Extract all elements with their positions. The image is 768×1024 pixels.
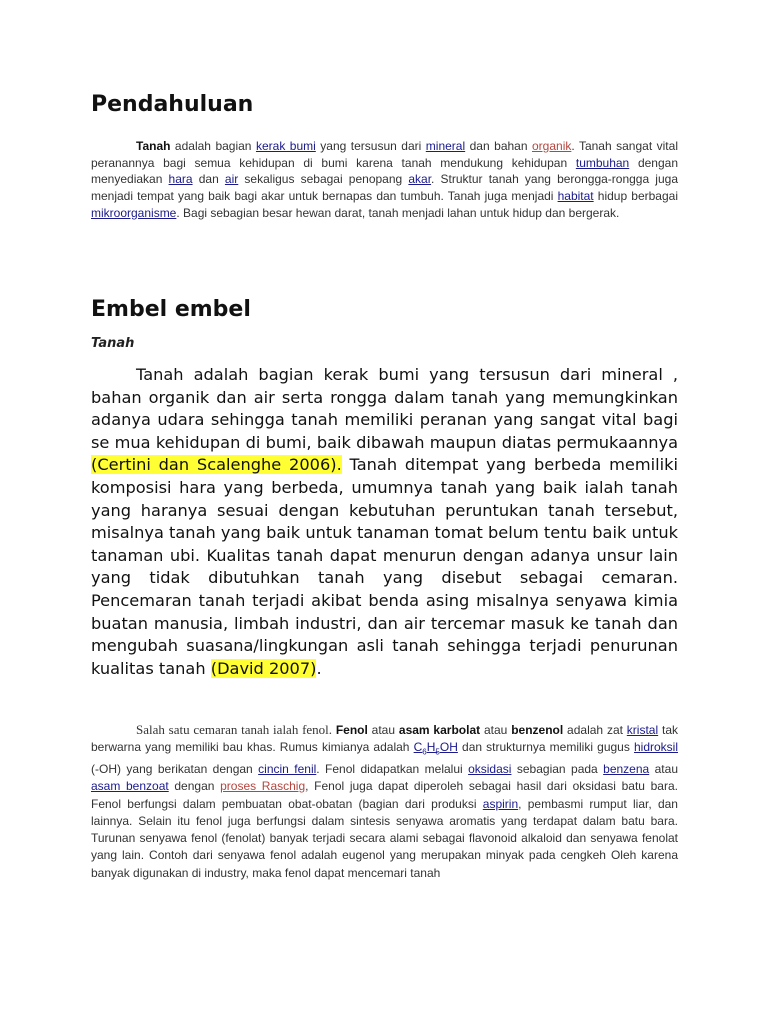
text: Salah satu cemaran tanah ialah fenol. xyxy=(136,722,336,737)
text: . xyxy=(316,658,322,678)
text: adalah zat xyxy=(563,723,627,737)
text: dengan xyxy=(168,779,221,794)
text: . Tanah sangat vital peranannya bagi semua kehidupan di bumi karena tanah mendukung kehidupan xyxy=(91,139,678,170)
term-tanah: Tanah xyxy=(136,139,171,153)
link-aspirin[interactable]: aspirin xyxy=(482,796,519,811)
text: , pembasmi rumput liar, dan lainnya. Selain itu fenol juga berfungsi dalam sintesis senyawa aromatis yang terdapat dalam batu bara. Turunan senyawa fenol (fenolat) banyak terjadi secara alami sebagai flavonoid alkaloid dan senyawa fenolat yang lain. Contoh dari senyawa fenol adalah eugenol yang merupakan minyak pada cengkeh Oleh karena banyak digunakan di industry, maka fenol dapat mencemari tanah xyxy=(91,796,678,880)
text: atau xyxy=(367,723,399,737)
link-hidroksil[interactable]: hidroksil xyxy=(634,740,679,755)
subheading-tanah: Tanah xyxy=(91,336,135,351)
subscript: 5 xyxy=(435,747,440,757)
citation-certini: (Certini dan Scalenghe 2006). xyxy=(91,455,342,475)
term-fenol: Fenol xyxy=(335,723,368,737)
link-cincin-fenil[interactable]: cincin fenil xyxy=(258,761,317,776)
link-proses-raschig[interactable]: proses Raschig xyxy=(220,779,306,794)
text: OH xyxy=(439,740,458,755)
link-air[interactable]: air xyxy=(224,172,239,187)
link-organik[interactable]: organik xyxy=(532,139,572,153)
text: sekaligus sebagai penopang xyxy=(238,172,409,187)
link-tumbuhan[interactable]: tumbuhan xyxy=(575,155,630,170)
text: (-OH) yang berikatan dengan xyxy=(91,761,259,776)
text: yang tersusun dari xyxy=(315,139,426,153)
link-akar[interactable]: akar xyxy=(408,172,432,187)
heading-pendahuluan: Pendahuluan xyxy=(91,92,254,117)
link-habitat[interactable]: habitat xyxy=(557,189,594,204)
text: dan xyxy=(192,172,225,187)
link-hara[interactable]: hara xyxy=(168,172,193,187)
text: Tanah adalah bagian kerak bumi yang tersusun dari mineral , bahan organik dan air serta rongga dalam tanah yang memungkinkan adanya udara sehingga tanah memiliki peranan yang sangat vital bagi se mua kehidupan di bumi, baik dibawah maupun diatas permukaannya xyxy=(91,365,678,452)
citation-david: (David 2007) xyxy=(210,658,317,678)
text: . Bagi sebagian besar hewan darat, tanah menjadi lahan untuk hidup dan bergerak. xyxy=(176,205,620,220)
text: sebagian pada xyxy=(511,761,604,776)
link-asam-benzoat[interactable]: asam benzoat xyxy=(91,779,169,794)
text: atau xyxy=(480,723,512,737)
text: . Struktur tanah yang berongga-rongga juga menjadi tempat yang baik bagi akar untuk bernapas dan tumbuh. Tanah juga menjadi xyxy=(91,172,678,204)
link-benzena[interactable]: benzena xyxy=(603,761,650,776)
text: , Fenol juga dapat diperoleh sebagai hasil dari oksidasi batu bara. Fenol berfungsi dalam pembuatan obat-obatan (bagian dari produksi xyxy=(91,779,678,811)
text: dan strukturnya memiliki gugus xyxy=(457,740,634,755)
link-mikroorganisme[interactable]: mikroorganisme xyxy=(91,205,177,220)
text: tak berwarna yang memiliki bau khas. Rumus kimianya adalah xyxy=(91,723,678,755)
link-oksidasi[interactable]: oksidasi xyxy=(468,761,512,776)
heading-embel-embel: Embel embel xyxy=(91,297,251,322)
link-mineral[interactable]: mineral xyxy=(425,139,466,153)
text: atau xyxy=(649,761,678,776)
link-kristal[interactable]: kristal xyxy=(626,723,659,737)
text: . Fenol didapatkan melalui xyxy=(316,761,469,776)
term-benzenol: benzenol xyxy=(511,723,564,737)
text: H xyxy=(426,740,436,755)
text: dengan menyediakan xyxy=(91,155,678,187)
text: C xyxy=(413,740,423,755)
subscript: 6 xyxy=(422,747,427,757)
intro-paragraph xyxy=(91,138,678,222)
fenol-paragraph xyxy=(91,721,678,882)
link-formula[interactable] xyxy=(413,740,458,757)
link-kerak-bumi[interactable]: kerak bumi xyxy=(255,139,316,153)
text: dan bahan xyxy=(465,139,532,153)
text: hidup berbagai xyxy=(593,189,678,204)
text: Tanah ditempat yang berbeda memiliki komposisi hara yang berbeda, umumnya tanah yang baik ialah tanah yang haranya sesuai dengan kebutuhan peruntukan tanah tersebut, misalnya tanah yang baik untuk tanaman tomat belum tentu baik untuk tanaman ubi. Kualitas tanah dapat menurun dengan adanya unsur lain yang tidak dibutuhkan tanah yang disebut sebagai cemaran. Pencemaran tanah terjadi akibat benda asing misalnya senyawa kimia buatan manusia, limbah industri, dan air tercemar masuk ke tanah dan mengubah suasana/lingkungan asli tanah sehingga terjadi penurunan kualitas tanah xyxy=(91,455,678,678)
text: adalah bagian xyxy=(170,139,256,153)
term-asam-karbolat: asam karbolat xyxy=(398,723,481,737)
tanah-paragraph xyxy=(91,364,678,680)
